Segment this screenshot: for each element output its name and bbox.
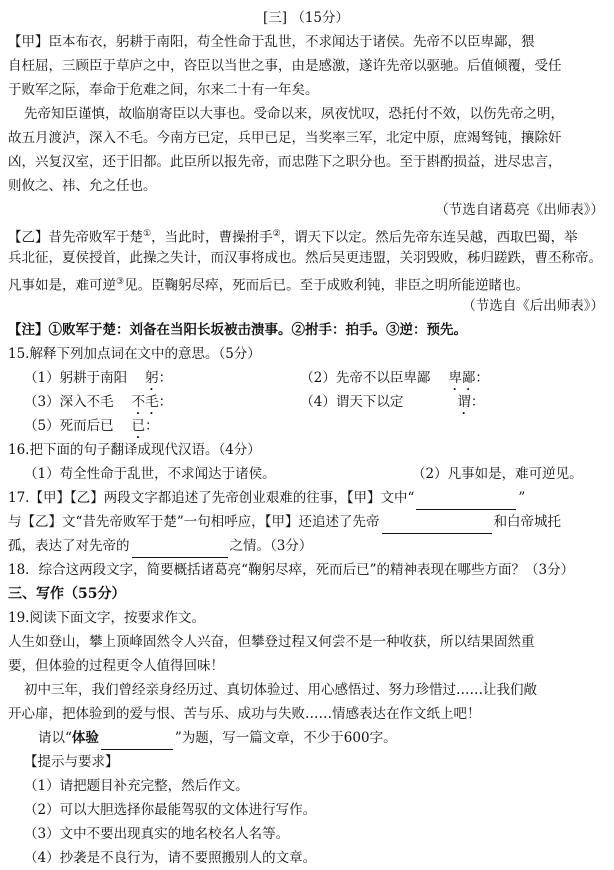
q17-text-2: ” — [518, 490, 526, 506]
q15-item-2-text: 先帝不以臣卑鄙 — [335, 370, 431, 386]
q15-row-1 — [8, 366, 604, 390]
q17-text-4: 和白帝城托 — [493, 514, 562, 530]
q17-text-5: 孤，表达了对先帝的 — [8, 538, 130, 554]
tips-title: 【提示与要求】 — [24, 754, 119, 770]
prompt-text-1: 请以“ — [38, 730, 72, 746]
writing-heading: 三、写作（55分） — [8, 586, 126, 602]
q17-blank-3[interactable] — [132, 541, 228, 558]
jia-line-4: 先帝知臣谨慎，故临崩寄臣以大事也。受命以来，夙夜忧叹，恐托付不效，以伤先帝之明， — [24, 106, 564, 122]
q17-blank-2[interactable] — [382, 517, 492, 534]
q17-text-1: 17.【甲】【乙】两段文字都追述了先帝创业艰难的往事，【甲】文中“ — [8, 490, 415, 506]
passage-jia — [8, 30, 604, 222]
yi-line-3-b: 见。臣鞠躬尽瘁，死而后已。至于成败利钝，非臣之明所能逆睹也。 — [124, 277, 530, 294]
q19-stem: 19.阅读下面文字，按要求作文。 — [8, 610, 205, 626]
yi-line-3 — [8, 270, 604, 294]
q17-line-2 — [8, 510, 604, 534]
q15-item-3-num: （3） — [24, 394, 60, 410]
tip-2: （2）可以大胆选择你最能驾驭的文体进行写作。 — [24, 802, 317, 818]
q16-sentence-1: （1）苟全性命于乱世，不求闻达于诸侯。 — [24, 466, 276, 482]
jia-source: （节选自诸葛亮《出师表》） — [435, 202, 604, 218]
question-15 — [8, 342, 604, 438]
q15-item-1-num: （1） — [24, 370, 60, 386]
q15-item-3-text: 深入不毛 — [59, 394, 114, 410]
footnote-marker-2: ② — [272, 229, 281, 239]
question-17 — [8, 486, 604, 558]
writing-para-1-line-1: 人生如登山，攀上顶峰固然令人兴奋，但攀登过程又何尝不是一种收获，所以结果固然重 — [8, 634, 535, 650]
section-header — [8, 6, 604, 30]
q15-item-5-word: 已： — [131, 418, 159, 434]
jia-line-5: 故五月渡泸，深入不毛。今南方已定，兵甲已足，当奖率三军，北定中原，庶竭驽钝，攘除奸 — [8, 130, 562, 146]
prompt-text-2: ”为题，写一篇文章，不少于600字。 — [174, 730, 397, 746]
q15-item-2-num: （2） — [300, 370, 336, 386]
q16-sentence-2: （2）凡事如是，难可逆见。 — [412, 466, 583, 482]
q16-stem: 16.把下面的句子翻译成现代汉语。（4分） — [8, 442, 261, 458]
q15-item-4-num: （4） — [300, 394, 336, 410]
q15-stem: 15.解释下列加点词在文中的意思。（5分） — [8, 346, 261, 362]
tip-4: （4）抄袭是不良行为，请不要照搬别人的文章。 — [24, 850, 317, 866]
yi-line-2: 兵北征，夏侯授首，此操之失计，而汉事将成也。然后吴更违盟，关羽毁败，秭归蹉跌，曹丕称帝。 — [8, 250, 602, 266]
q15-row-3 — [8, 414, 604, 438]
passage-yi — [8, 222, 604, 318]
prompt-title-word: 体验 — [71, 730, 99, 746]
q17-blank-1[interactable] — [416, 493, 516, 510]
q17-text-6: 之情。（3分） — [229, 538, 313, 554]
q15-item-4-word: 谓： — [457, 394, 485, 410]
footnote-marker-1: ① — [143, 229, 152, 239]
q15-item-3-word: 不毛： — [131, 394, 173, 410]
writing-para-1-line-2: 要，但体验的过程更令人值得回味！ — [8, 658, 224, 674]
footnote-marker-3: ③ — [116, 277, 125, 287]
jia-line-6: 凶，兴复汉室，还于旧都。此臣所以报先帝，而忠陛下之职分也。至于斟酌损益，进尽忠言， — [8, 154, 562, 170]
yi-line-3-a: 凡事如是，难可逆 — [8, 277, 116, 294]
writing-prompt — [8, 726, 604, 750]
question-18: 18．综合这两段文字，简要概括诸葛亮“鞠躬尽瘁，死而后已”的精神表现在哪些方面？（3分） — [8, 562, 575, 578]
tip-3: （3）文中不要出现真实的地名校名人名等。 — [24, 826, 290, 842]
yi-source: （节选自《后出师表》） — [462, 298, 604, 314]
tip-1: （1）请把题目补充完整，然后作文。 — [24, 778, 249, 794]
section-score: （15分） — [291, 10, 350, 26]
yi-line-1-c: ，谓天下以定。然后先帝东连吴越，西取巴蜀，举 — [280, 229, 578, 246]
writing-section — [8, 582, 604, 870]
q15-row-2 — [8, 390, 604, 414]
writing-para-2-line-2: 开心扉，把体验到的爱与恨、苦与乐、成功与失败……情感表达在作文纸上吧！ — [8, 706, 481, 722]
title-blank[interactable] — [101, 733, 173, 750]
q17-text-3: 与【乙】文“昔先帝败军于楚”一句相呼应，【甲】还追述了先帝 — [8, 514, 380, 530]
jia-line-2: 自枉屈，三顾臣于草庐之中，咨臣以当世之事，由是感激，遂许先帝以驱驰。后值倾覆，受任 — [8, 58, 562, 74]
q15-item-4-text: 谓天下以定 — [335, 394, 404, 410]
q15-item-5-text: 死而后已 — [59, 418, 114, 434]
q15-item-1-word: 躬： — [145, 370, 173, 386]
q15-item-1-text: 躬耕于南阳 — [59, 370, 128, 386]
q15-item-5-num: （5） — [24, 418, 60, 434]
q17-line-3 — [8, 534, 604, 558]
footnote: 【注】①败军于楚：刘备在当阳长坂被击溃事。②拊手：拍手。③逆：预先。 — [8, 322, 467, 338]
question-16 — [8, 438, 604, 486]
section-title: [三] — [262, 10, 288, 26]
yi-line-1-b: ，当此时，曹操拊手 — [151, 229, 273, 246]
jia-line-7: 则攸之、祎、允之任也。 — [8, 178, 157, 194]
yi-line-1 — [8, 222, 604, 246]
writing-para-2-line-1: 初中三年，我们曾经亲身经历过、真切体验过、用心感悟过、努力珍惜过……让我们敞 — [24, 682, 537, 698]
jia-line-1: 【甲】臣本布衣，躬耕于南阳，苟全性命于乱世，不求闻达于诸侯。先帝不以臣卑鄙，猥 — [8, 34, 535, 50]
jia-line-3: 于败军之际，奉命于危难之间，尔来二十有一年矣。 — [8, 82, 319, 98]
q16-sentences — [8, 462, 604, 486]
yi-line-1-a: 【乙】昔先帝败军于楚 — [8, 229, 143, 246]
q15-item-2-word: 卑鄙： — [448, 370, 489, 386]
q17-line-1 — [8, 486, 604, 510]
